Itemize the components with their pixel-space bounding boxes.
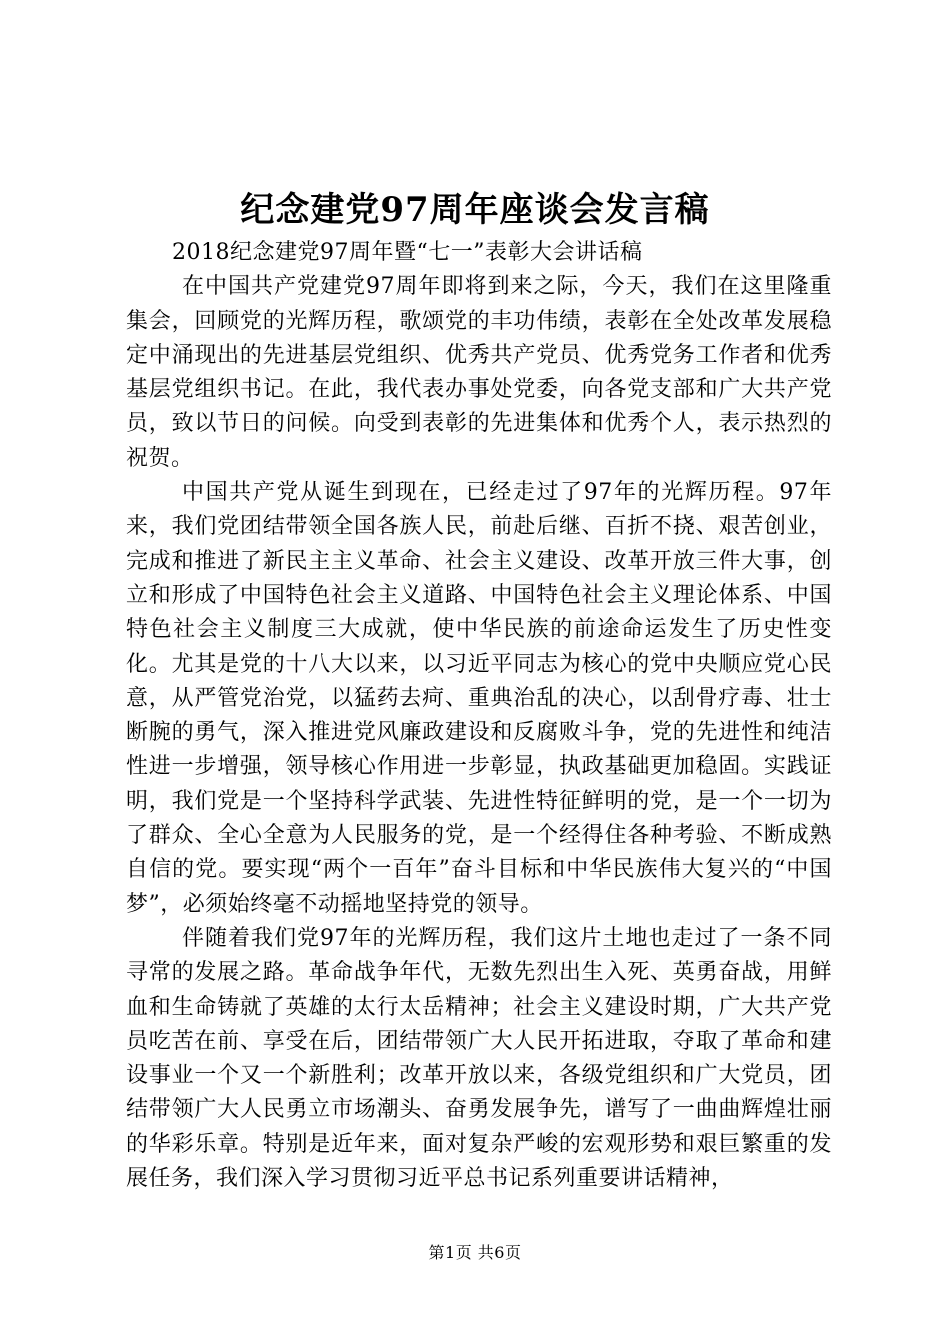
page-footer: 第1页 共6页 bbox=[428, 1243, 522, 1262]
paragraph-1: 在中国共产党建党97周年即将到来之际，今天，我们在这里隆重集会，回顾党的光辉历程，歌颂党的丰功伟绩，表彰在全处改革发展稳定中涌现出的先进基层党组织、优秀共产党员、优秀党务工作者和优秀基层党组织书记。在此，我代表办事处党委，向各党支部和广大共产党员，致以节日的问候。向受到表彰的先进集体和优秀个人，表示热烈的祝贺。 bbox=[126, 274, 832, 471]
paragraph-3: 伴随着我们党97年的光辉历程，我们这片土地也走过了一条不同寻常的发展之路。革命战争年代，无数先烈出生入死、英勇奋战，用鲜血和生命铸就了英雄的太行太岳精神；社会主义建设时期，广大共产党员吃苦在前、享受在后，团结带领广大人民开拓进取，夺取了革命和建设事业一个又一个新胜利；改革开放以来，各级党组织和广大党员，团结带领广大人民勇立市场潮头、奋勇发展争先，谱写了一曲曲辉煌壮丽的华彩乐章。特别是近年来，面对复杂严峻的宏观形势和艰巨繁重的发展任务，我们深入学习贯彻习近平总书记系列重要讲话精神， bbox=[126, 925, 832, 1192]
document-subtitle: 2018纪念建党97周年暨“七一”表彰大会讲话稿 bbox=[172, 240, 643, 265]
document-title: 纪念建党97周年座谈会发言稿 bbox=[240, 190, 710, 230]
paragraph-2: 中国共产党从诞生到现在，已经走过了97年的光辉历程。97年来，我们党团结带领全国各族人民，前赴后继、百折不挠、艰苦创业，完成和推进了新民主主义革命、社会主义建设、改革开放三件大事，创立和形成了中国特色社会主义道路、中国特色社会主义理论体系、中国特色社会主义制度三大成就，使中华民族的前途命运发生了历史性变化。尤其是党的十八大以来，以习近平同志为核心的党中央顺应党心民意，从严管党治党，以猛药去疴、重典治乱的决心，以刮骨疗毒、壮士断腕的勇气，深入推进党风廉政建设和反腐败斗争，党的先进性和纯洁性进一步增强，领导核心作用进一步彰显，执政基础更加稳固。实践证明，我们党是一个坚持科学武装、先进性特征鲜明的党，是一个一切为了群众、全心全意为人民服务的党，是一个经得住各种考验、不断成熟自信的党。要实现“两个一百年”奋斗目标和中华民族伟大复兴的“中国梦”，必须始终毫不动摇地坚持党的领导。 bbox=[126, 480, 832, 917]
document-body bbox=[126, 236, 832, 1196]
